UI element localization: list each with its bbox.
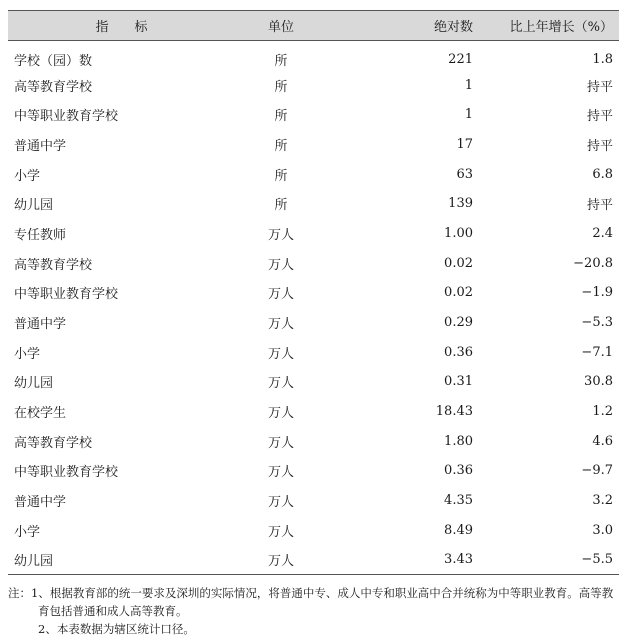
unit-cell: 万人 xyxy=(267,257,294,273)
table-row xyxy=(8,100,619,130)
indicator-cell: 普通中学 xyxy=(14,317,67,333)
change-cell: 持平 xyxy=(586,109,613,125)
absolute-value-cell: 0.29 xyxy=(444,315,473,331)
indicator-cell: 普通中学 xyxy=(14,138,67,154)
table-row xyxy=(8,130,619,160)
table-row xyxy=(8,367,619,397)
change-cell: −7.1 xyxy=(581,344,613,360)
change-cell: 3.2 xyxy=(592,493,613,509)
absolute-value-cell: 17 xyxy=(456,136,473,152)
absolute-value-cell: 1.00 xyxy=(444,225,473,241)
indicator-cell: 高等教育学校 xyxy=(14,79,93,95)
absolute-value-cell: 0.31 xyxy=(444,374,473,390)
change-cell: −20.8 xyxy=(573,255,613,271)
table-row xyxy=(8,278,619,308)
table-header xyxy=(8,11,619,41)
indicator-cell: 专任教师 xyxy=(14,227,67,243)
absolute-value-cell: 1 xyxy=(464,107,473,123)
header-absolute: 绝对数 xyxy=(327,11,479,41)
change-cell: 6.8 xyxy=(592,166,613,182)
unit-cell: 所 xyxy=(274,198,288,214)
table-row xyxy=(8,308,619,338)
table-row xyxy=(8,337,619,367)
note-2: 2、本表数据为辖区统计口径。 xyxy=(38,622,195,636)
unit-cell: 万人 xyxy=(267,227,294,243)
unit-cell: 所 xyxy=(274,109,288,125)
unit-cell: 万人 xyxy=(267,465,294,481)
change-cell: −5.5 xyxy=(479,545,619,575)
change-cell: 3.0 xyxy=(592,522,613,538)
table-notes xyxy=(8,584,619,638)
table-row xyxy=(8,219,619,249)
indicator-cell: 小学 xyxy=(14,168,41,184)
indicator-cell: 高等教育学校 xyxy=(14,257,93,273)
unit-cell: 万人 xyxy=(267,376,294,392)
indicator-cell: 幼儿园 xyxy=(8,545,235,575)
indicator-cell: 中等职业教育学校 xyxy=(14,465,119,481)
table-row xyxy=(8,70,619,100)
table-row xyxy=(8,456,619,486)
absolute-value-cell: 0.02 xyxy=(444,255,473,271)
header-unit: 单位 xyxy=(235,11,327,41)
change-cell: 持平 xyxy=(586,198,613,214)
table-row xyxy=(8,397,619,427)
table-body xyxy=(8,41,619,575)
absolute-value-cell: 18.43 xyxy=(435,404,473,420)
absolute-value-cell: 8.49 xyxy=(444,522,473,538)
unit-cell: 万人 xyxy=(267,317,294,333)
indicator-cell: 学校（园）数 xyxy=(14,54,93,70)
unit-cell: 所 xyxy=(274,54,288,70)
unit-cell: 万人 xyxy=(267,524,294,540)
absolute-value-cell: 1 xyxy=(464,77,473,93)
change-cell: −1.9 xyxy=(581,285,613,301)
header-indicator: 指 标 xyxy=(8,11,235,41)
unit-cell: 万人 xyxy=(267,406,294,422)
absolute-value-cell: 63 xyxy=(456,166,473,182)
indicator-cell: 中等职业教育学校 xyxy=(14,287,119,303)
indicator-cell: 幼儿园 xyxy=(14,376,54,392)
change-cell: −5.3 xyxy=(581,315,613,331)
table-row xyxy=(8,41,619,71)
change-cell: 2.4 xyxy=(592,225,613,241)
unit-cell: 所 xyxy=(274,138,288,154)
unit-cell: 万人 xyxy=(267,287,294,303)
absolute-value-cell: 1.80 xyxy=(444,433,473,449)
indicator-cell: 中等职业教育学校 xyxy=(14,109,119,125)
unit-cell: 万人 xyxy=(267,495,294,511)
indicator-cell: 在校学生 xyxy=(14,406,67,422)
absolute-value-cell: 139 xyxy=(448,196,473,212)
note-1: 注：1、根据教育部的统一要求及深圳的实际情况，将普通中专、成人中专和职业高中合并统称为中等职业教育。高等教育包括普通和成人高等教育。 xyxy=(8,586,614,618)
indicator-cell: 小学 xyxy=(14,524,41,540)
change-cell: 4.6 xyxy=(592,433,613,449)
change-cell: 1.2 xyxy=(592,404,613,420)
absolute-value-cell: 0.02 xyxy=(444,285,473,301)
absolute-value-cell: 3.43 xyxy=(327,545,479,575)
change-cell: 持平 xyxy=(586,138,613,154)
absolute-value-cell: 4.35 xyxy=(444,493,473,509)
table-row xyxy=(8,516,619,546)
indicator-cell: 小学 xyxy=(14,346,41,362)
unit-cell: 万人 xyxy=(267,346,294,362)
unit-cell: 万人 xyxy=(267,435,294,451)
change-cell: 持平 xyxy=(586,79,613,95)
table-row xyxy=(8,426,619,456)
absolute-value-cell: 0.36 xyxy=(444,344,473,360)
change-cell: −9.7 xyxy=(581,463,613,479)
unit-cell: 万人 xyxy=(235,545,327,575)
header-change: 比上年增长（%） xyxy=(479,11,619,41)
absolute-value-cell: 221 xyxy=(448,52,473,68)
indicator-cell: 普通中学 xyxy=(14,495,67,511)
unit-cell: 所 xyxy=(274,168,288,184)
absolute-value-cell: 0.36 xyxy=(444,463,473,479)
table-row xyxy=(8,545,619,575)
table-row xyxy=(8,159,619,189)
table-row xyxy=(8,189,619,219)
education-statistics-table xyxy=(8,10,619,575)
change-cell: 30.8 xyxy=(584,374,613,390)
change-cell: 1.8 xyxy=(592,52,613,68)
indicator-cell: 高等教育学校 xyxy=(14,435,93,451)
table-row xyxy=(8,248,619,278)
header-row xyxy=(8,11,619,41)
unit-cell: 所 xyxy=(274,79,288,95)
indicator-cell: 幼儿园 xyxy=(14,198,54,214)
table-row xyxy=(8,486,619,516)
